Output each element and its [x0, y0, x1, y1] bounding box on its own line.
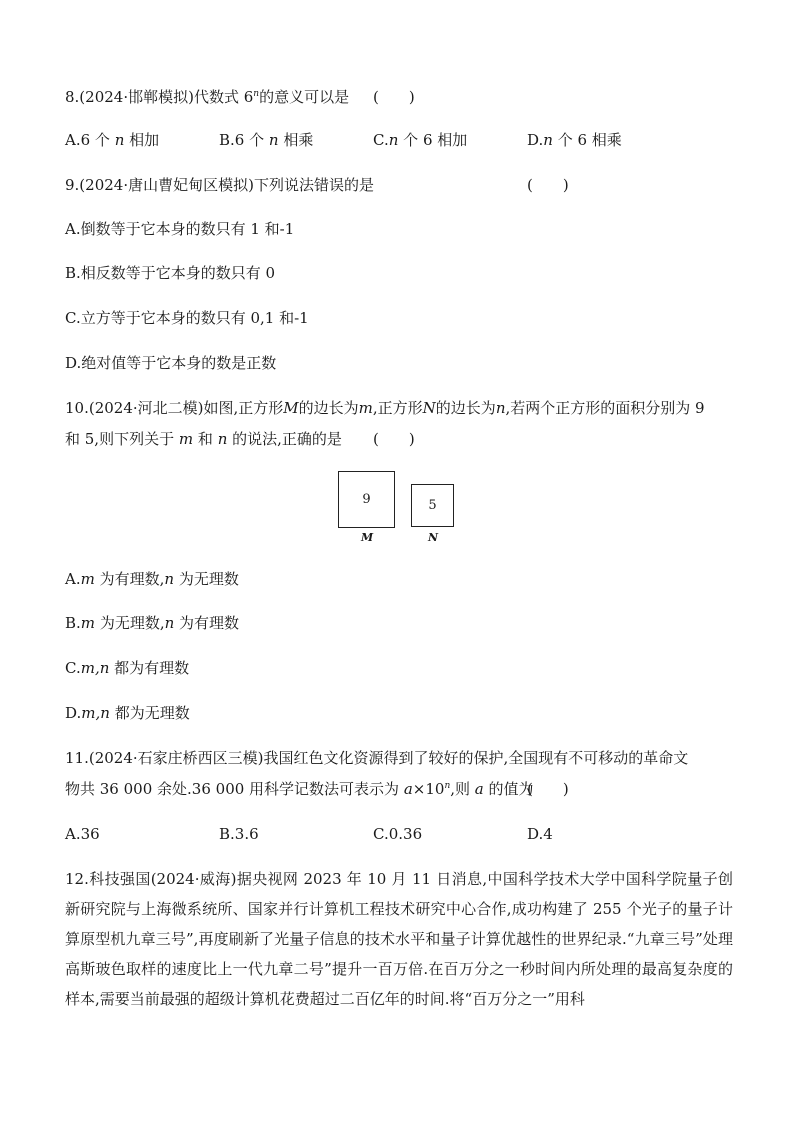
q10-stem-line2: 和 5,则下列关于 m 和 n 的说法,正确的是: [65, 430, 342, 448]
q9-option-d: D.绝对值等于它本身的数是正数: [65, 354, 277, 372]
q9-stem: 9.(2024·唐山曹妃甸区模拟)下列说法错误的是: [65, 176, 374, 194]
q11-answer-bracket: ( ): [527, 780, 569, 798]
square-m-label: M: [361, 531, 374, 544]
square-n-area: 5: [428, 498, 437, 513]
q8-option-d: D.n 个 6 相乘: [527, 131, 622, 149]
square-n: [411, 484, 454, 527]
q8-answer-bracket: ( ): [373, 88, 415, 106]
q8-exponent: n: [253, 89, 260, 99]
q9-option-c: C.立方等于它本身的数只有 0,1 和-1: [65, 309, 309, 327]
q10-option-a: A.m 为有理数,n 为无理数: [65, 570, 239, 588]
q11-option-d: D.4: [527, 825, 553, 843]
q8-option-b: B.6 个 n 相乘: [219, 131, 314, 149]
q10-option-d: D.m,n 都为无理数: [65, 704, 190, 722]
q8-stem: 8.(2024·邯郸模拟)代数式 6$^n$的意义可以是: [65, 88, 350, 106]
q10-option-b: B.m 为无理数,n 为有理数: [65, 614, 240, 632]
q8-option-a: A.6 个 n 相加: [65, 131, 160, 149]
q12-paragraph: 12.科技强国(2024·威海)据央视网 2023 年 10 月 11 日消息,中国科学技术大学中国科学院量子创新研究院与上海微系统所、国家并行计算机工程技术研究中心合作,成功构建了 255 个光子的量子计算原型机九章三号”,再度刷新了光量子信息的技术水平和量子计算优越性的世界纪录.“九章三号”处理高斯玻色取样的速度比上一代九章二号”提升一百万倍.在百万分之一秒时间内所处理的最高复杂度的样本,需要当前最强的超级计算机花费超过二百亿年的时间.将“百万分之一”用科: [65, 870, 733, 1008]
q11-option-b: B.3.6: [219, 825, 259, 843]
q9-option-a: A.倒数等于它本身的数只有 1 和-1: [65, 220, 295, 238]
q11-option-c: C.0.36: [373, 825, 423, 843]
square-n-label: N: [428, 531, 439, 544]
q10-answer-bracket: ( ): [373, 430, 415, 448]
q9-option-b: B.相反数等于它本身的数只有 0: [65, 264, 276, 282]
q8-option-c: C.n 个 6 相加: [373, 131, 468, 149]
q11-stem-line1: 11.(2024·石家庄桥西区三模)我国红色文化资源得到了较好的保护,全国现有不可移动的革命文: [65, 749, 689, 767]
q9-answer-bracket: ( ): [527, 176, 569, 194]
q10-option-c: C.m,n 都为有理数: [65, 659, 190, 677]
q11-stem-line2: 物共 36 000 余处.36 000 用科学记数法可表示为 $a\times 10^n$,则 a 的值为: [65, 780, 534, 798]
q11-option-a: A.36: [65, 825, 100, 843]
square-m-area: 9: [362, 492, 371, 507]
q10-stem-line1: 10.(2024·河北二模)如图,正方形M的边长为m,正方形N的边长为n,若两个正方形的面积分别为 9: [65, 399, 705, 417]
square-m: [338, 471, 395, 528]
